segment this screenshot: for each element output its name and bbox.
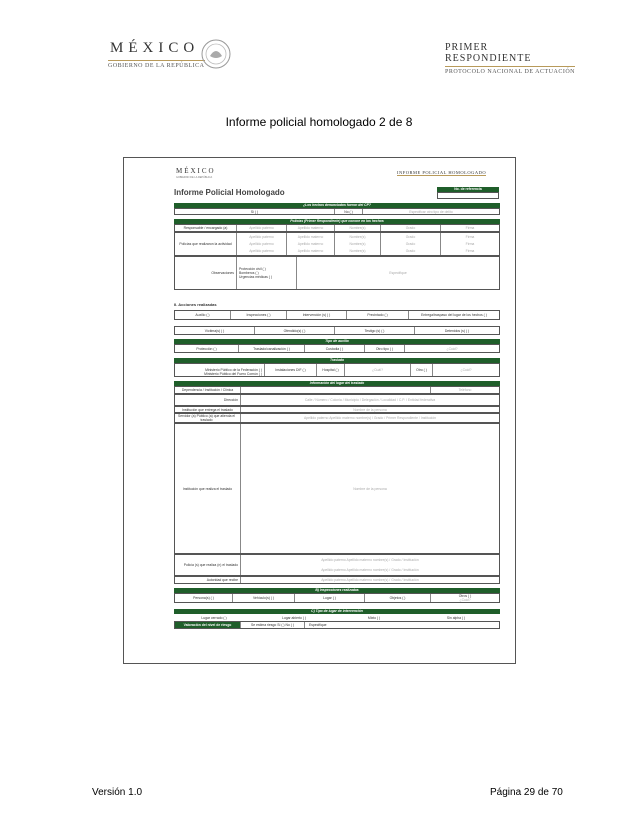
hechos-bar: ¿Los hechos denunciados fueron del CP? xyxy=(174,203,500,208)
tipo-item: Custodia ( ) xyxy=(305,345,365,352)
acciones2-row xyxy=(174,326,500,335)
ph-paterno: Apellido paterno xyxy=(237,225,287,231)
mexico-logo xyxy=(100,38,270,78)
responsable-row xyxy=(174,224,500,232)
direccion-row xyxy=(174,394,500,406)
ph-materno: Apellido materno xyxy=(297,234,324,239)
instalaciones-option: Instalaciones DIF ( ) xyxy=(265,364,317,376)
inspecciones-bar: B) Inspecciones realizadas xyxy=(174,588,500,593)
lugar-item: Lugar abierto ( ) xyxy=(281,615,307,620)
accion2-item: Detenidos (s) ( ) xyxy=(444,328,470,333)
tipo-item: Traslado/canalización ( ) xyxy=(239,345,305,352)
hospital-option: Hospital ( ) xyxy=(317,364,345,376)
participantes-label: Policías que realizaron la actividad xyxy=(175,233,237,255)
policias-realiza-row xyxy=(174,554,500,576)
insp-item: Otros ( ) xyxy=(458,594,472,598)
ph-firma: Firma xyxy=(465,226,475,230)
ph-grado: Grado xyxy=(405,241,416,246)
servidor-hint: Apellido paterno Apellido materno nombre(s) / Grado / Primer Respondiente / Institución xyxy=(303,416,437,420)
riesgo-options: Se estima riesgo Sí ( ) No ( ) xyxy=(241,622,305,628)
ph-grado: Grado xyxy=(405,234,416,239)
lugar-item: Mixto ( ) xyxy=(367,615,381,620)
ph-grado: Grado xyxy=(405,249,416,254)
traslado-row xyxy=(174,363,500,377)
traslado-item: Ministerio Público de la Federación ( ) xyxy=(205,368,262,372)
logo-title: PRIMER RESPONDIENTE xyxy=(445,42,575,67)
traslado-item: Ministerio Público del Fuero Común ( ) xyxy=(204,372,262,376)
direccion-hint: Calle / Número / Colonia / Municipio / Delegación / Localidad / C.P. / Entidad federativa xyxy=(304,398,436,402)
inner-brand: MÉXICO xyxy=(176,167,216,175)
page-title: Informe policial homologado 2 de 8 xyxy=(225,115,413,129)
accion-item: Precintado ( ) xyxy=(347,311,409,319)
coat-of-arms-icon xyxy=(200,38,232,70)
no-hint: Especificar otro tipo de delito xyxy=(409,209,453,214)
acciones-row xyxy=(174,310,500,320)
accion-item: Intervención (s) ( ) xyxy=(287,311,347,319)
inner-brand-sub: GOBIERNO DE LA REPÚBLICA xyxy=(176,176,213,179)
riesgo-specify: Especifique xyxy=(309,623,327,627)
accion2-item: Víctima(s) ( ) xyxy=(175,327,255,334)
obs-option: Urgencias médicas ( ) xyxy=(239,275,272,279)
info-bar: Información del lugar del traslado xyxy=(174,381,500,386)
ph-firma: Firma xyxy=(465,241,475,246)
ph-nombre: Nombre(s) xyxy=(349,241,366,246)
insp-cual: ¿Cuál? xyxy=(459,598,471,602)
version-label: Versión 1.0 xyxy=(92,787,143,798)
inst-realiza-label: Institución que realiza el traslado xyxy=(175,424,241,553)
accion2-item: Ofendido(s) ( ) xyxy=(255,327,335,334)
ph-paterno: Apellido paterno xyxy=(249,234,274,239)
tipo-item: Otro tipo ( ) xyxy=(365,345,405,352)
dependencia-label: Dependencia / Institución / Clínica xyxy=(175,387,241,393)
inst-realiza-row xyxy=(174,423,500,554)
observaciones-label: Observaciones xyxy=(175,257,237,289)
no-option: No ( ) xyxy=(335,209,363,214)
reference-field xyxy=(437,192,499,199)
accion2-item: Testigo (s) ( ) xyxy=(335,327,415,334)
reference-label: No. de referencia xyxy=(437,187,499,192)
si-option: Sí ( ) xyxy=(175,209,335,214)
hechos-row xyxy=(174,208,500,215)
ph-paterno: Apellido paterno xyxy=(249,241,274,246)
primer-respondiente-logo xyxy=(445,42,575,75)
ph-nombre: Nombre(s) xyxy=(335,225,381,231)
obs-option: Protección civil ( ) xyxy=(239,267,266,271)
form-title: Informe Policial Homologado xyxy=(174,188,285,197)
page-number: Página 29 de 70 xyxy=(490,787,563,798)
accion-item: Auxilio ( ) xyxy=(175,311,231,319)
riesgo-row xyxy=(174,621,500,629)
insp-item: Persona(s) ( ) xyxy=(175,594,233,602)
observaciones-row xyxy=(174,256,500,290)
brand-wordmark: MÉXICO xyxy=(110,40,200,56)
tipo-auxilio-bar: Tipo de auxilio xyxy=(174,339,500,344)
lugar-item: Sin alpha ( ) xyxy=(446,615,466,620)
ph-materno: Apellido materno xyxy=(297,241,324,246)
obs-option: Bomberos ( ) xyxy=(239,271,259,275)
tipo-item: Protección ( ) xyxy=(175,345,239,352)
servidor-row xyxy=(174,413,500,423)
valoracion-label: Valoración del nivel de riesgo xyxy=(175,622,241,628)
ph-materno: Apellido materno xyxy=(287,225,335,231)
ph-grado: Grado xyxy=(381,225,441,231)
ph-nombre: Nombre(s) xyxy=(349,234,366,239)
dependencia-row xyxy=(174,386,500,394)
brand-subtitle: GOBIERNO DE LA REPÚBLICA xyxy=(108,60,205,69)
policias-realiza-label: Policía (s) que realiza (n) el traslado xyxy=(175,555,241,575)
autoridad-label: Autoridad que recibe xyxy=(175,577,241,583)
reference-box xyxy=(437,187,499,199)
insp-item: Vehículo(s) ( ) xyxy=(233,594,295,602)
ph-long: Apellido paterno Apellido materno nombre(s) / Grado / Institución xyxy=(321,578,419,582)
inspecciones-row xyxy=(174,593,500,603)
responsable-label: Responsable / encargado (a) xyxy=(175,225,237,231)
ph-long: Apellido paterno Apellido materno nombre(s) / Grado / Institución xyxy=(321,568,419,572)
tipo-cual: ¿Cuál? xyxy=(446,346,458,351)
ph-long: Apellido paterno Apellido materno nombre(s) / Grado / Institución xyxy=(321,558,419,562)
accion-item: Entrega/traspaso del lugar de los hechos ( ) xyxy=(421,313,487,317)
obs-specify: Especifique xyxy=(389,271,407,275)
insp-item: Objetos ( ) xyxy=(365,594,431,602)
lugar-row xyxy=(174,614,500,621)
policias-bar: Policías (Primer Respondiente) que conoce en los hechos xyxy=(174,219,500,224)
section-ii-heading: II. Acciones realizadas xyxy=(174,302,217,307)
inst-entrega-row xyxy=(174,406,500,413)
logo-subtitle: PROTOCOLO NACIONAL DE ACTUACIÓN xyxy=(445,69,576,75)
ph-paterno: Apellido paterno xyxy=(249,249,274,254)
ph-firma: Firma xyxy=(465,249,475,254)
otro-option: Otro ( ) xyxy=(411,364,433,376)
inst-entrega-label: Institución que entrega el traslado xyxy=(175,407,241,412)
tipo-row xyxy=(174,344,500,353)
nombre-ficha: Nombre de la persona xyxy=(353,407,387,412)
hospital-cual: ¿Cuál? xyxy=(345,364,411,376)
accion-item: Inspecciones ( ) xyxy=(231,311,287,319)
tipo-lugar-bar: C) Tipo de lugar de intervención xyxy=(174,609,500,614)
otro-cual: ¿Cuál? xyxy=(460,368,472,372)
lugar-item: Lugar cerrado ( ) xyxy=(201,615,227,620)
nombre-ficha-2: Nombre de la persona xyxy=(353,486,387,491)
traslado-bar: Traslado xyxy=(174,358,500,363)
ph-firma: Firma xyxy=(465,234,475,239)
telefono-label: Teléfono xyxy=(458,388,472,392)
inner-right-title: INFORME POLICIAL HOMOLOGADO xyxy=(397,170,487,175)
form-image xyxy=(123,157,516,664)
participantes-row xyxy=(174,232,500,256)
insp-item: Lugar ( ) xyxy=(295,594,365,602)
servidor-label: Servidor (a) Público (a) que atienda el traslado xyxy=(175,414,241,422)
ph-nombre: Nombre(s) xyxy=(349,249,366,254)
direccion-label: Dirección xyxy=(175,395,241,405)
ph-materno: Apellido materno xyxy=(297,249,324,254)
autoridad-row xyxy=(174,576,500,584)
